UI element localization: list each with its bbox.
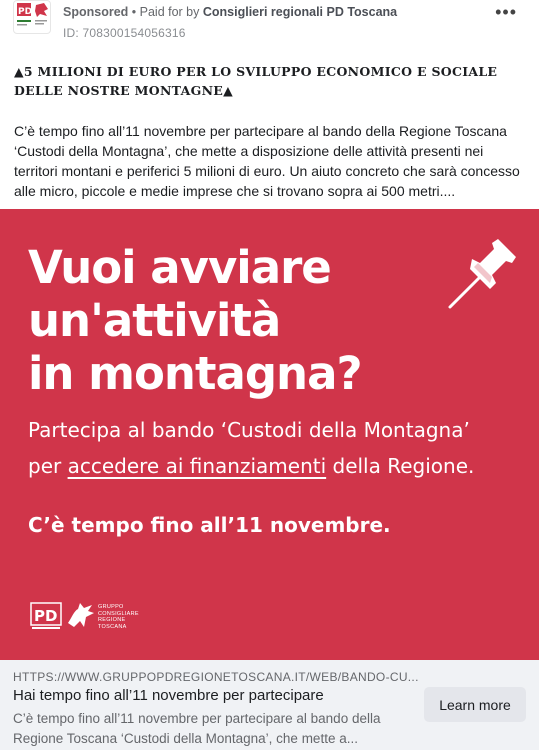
creative-heading [28,241,362,400]
logo-text-line2: CONSIGLIARE [98,610,139,617]
creative-heading-line1: Vuoi avviare [28,241,331,294]
ad-id: ID: 708300154056316 [63,26,186,40]
creative-subtitle-2-prefix: per [28,454,68,478]
sponsored-separator: • [128,5,140,19]
sponsored-label: Sponsored [63,5,129,19]
creative-heading-line3: in montagna? [28,347,362,400]
creative-subtitle-2-link: accedere ai finanziamenti [67,454,327,478]
learn-more-button[interactable]: Learn more [424,687,526,722]
pushpin-icon [440,231,525,316]
logo-text-line3: REGIONE [98,617,126,623]
post-body: C’è tempo fino all’11 novembre per partecipare al bando della Regione Toscana ‘Custodi della Montagna’, che mette a disposizione delle attività presenti nei territori montani e periferici 5 milioni di euro. Un aiuto concreto che sarà concesso alle micro, piccole e medie imprese che si trovano sopra ai 500 metri.... [14,123,520,199]
creative-subtitle-1: Partecipa al bando ‘Custodi della Montagna’ [28,418,470,442]
post-headline: ▲5 MILIONI DI EURO PER LO SVILUPPO ECONOMICO E SOCIALE DELLE NOSTRE MONTAGNE▲ [14,64,498,98]
creative-subtitle-2 [28,454,474,478]
advertiser-avatar[interactable] [13,0,51,34]
paid-for-label: Paid for by [139,5,203,19]
link-title[interactable]: Hai tempo fino all’11 novembre per partecipare [13,687,324,704]
creative-deadline: C’è tempo fino all’11 novembre. [28,513,391,537]
link-preview[interactable] [0,660,539,750]
sponsored-line [63,5,397,19]
creative-subtitle-2-suffix: della Regione. [326,454,475,478]
tuscany-pegasus-icon [64,599,98,633]
more-horizontal-icon: ••• [495,2,517,22]
creative-heading-line2: un'attività [28,294,281,347]
pd-logo [30,602,62,632]
link-description: C’è tempo fino all’11 novembre per partecipare al bando della Regione Toscana ‘Custodi della Montagna’, che mette a... [13,711,381,746]
logo-text-line4: TOSCANA [98,623,127,630]
svg-text:PD: PD [18,7,33,17]
ad-header [0,0,539,52]
ad-creative-image[interactable] [0,209,539,660]
group-logo-text [98,604,139,630]
pd-logo-text: PD [34,607,58,625]
logo-text-line1: GRUPPO [98,604,124,610]
link-url[interactable]: HTTPS://WWW.GRUPPOPDREGIONETOSCANA.IT/WEB/BANDO-CU... [13,670,419,684]
advertiser-name[interactable]: Consiglieri regionali PD Toscana [202,5,398,19]
more-options-button[interactable] [495,2,517,23]
